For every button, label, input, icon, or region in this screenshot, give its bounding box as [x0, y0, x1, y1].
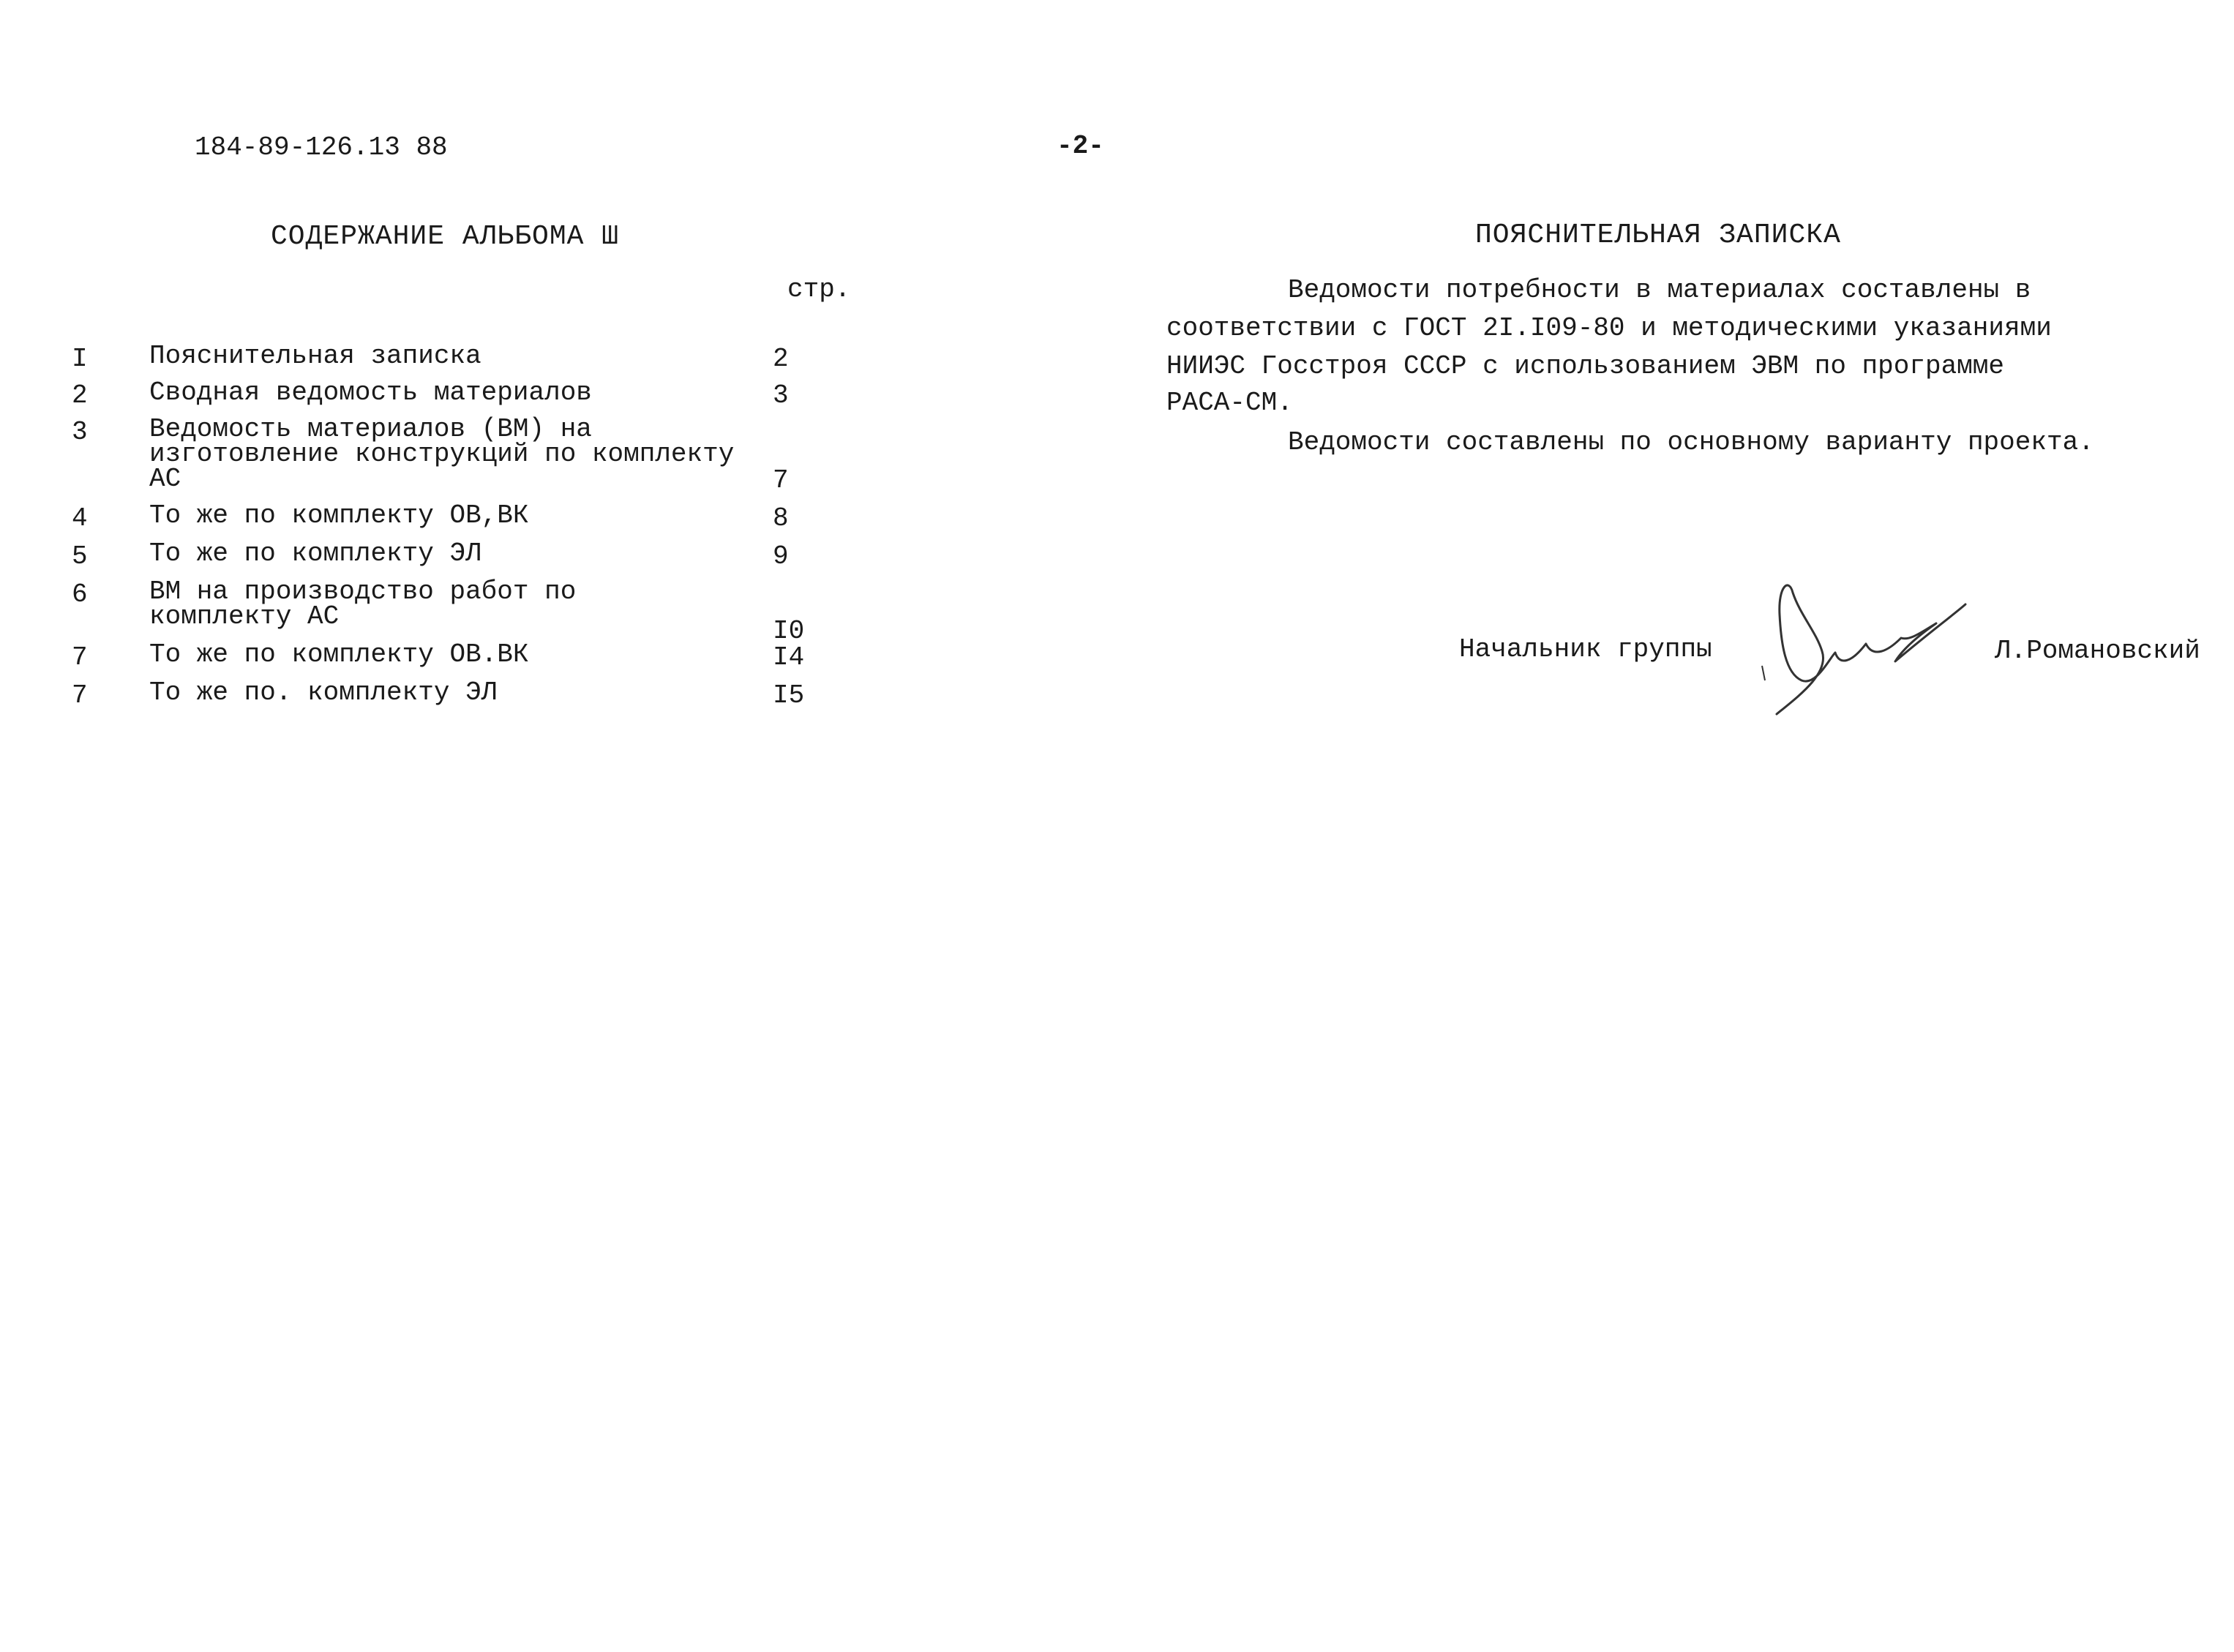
note-line: РАСА-СМ. [1166, 388, 1293, 418]
item-title: То же по комплекту ОВ,ВК [149, 500, 529, 530]
item-title: То же по комплекту ОВ.ВК [149, 639, 529, 669]
item-title: ВМ на производство работ по комплекту АС [149, 577, 577, 631]
note-line: Ведомости потребности в материалах составлены в [1288, 275, 2031, 305]
note-paragraph-2: Ведомости составлены по основному варианту проекта. [1288, 427, 2094, 457]
item-page: 7 [773, 465, 789, 495]
contents-title: СОДЕРЖАНИЕ АЛЬБОМА Ш [271, 221, 620, 252]
item-page: 3 [773, 380, 789, 410]
page-number: -2- [1057, 131, 1104, 161]
page-column-label: стр. [787, 274, 851, 304]
item-page: I5 [773, 680, 805, 710]
signatory-name: Л.Романовский [1995, 636, 2200, 666]
item-number: 4 [72, 503, 88, 533]
document-code: 184-89-126.13 88 [195, 132, 448, 162]
item-title: Сводная ведомость материалов [149, 378, 592, 408]
item-title: Ведомость материалов (ВМ) на изготовление конструкций по комплекту АС [149, 414, 735, 494]
item-page: 9 [773, 541, 789, 571]
item-number: 7 [72, 642, 88, 672]
item-number: 2 [72, 380, 88, 410]
signature-image [1749, 571, 1968, 717]
item-page: 2 [773, 344, 789, 374]
note-line: соответствии с ГОСТ 2I.I09-80 и методическими указаниями [1166, 313, 2052, 343]
item-number: I [72, 344, 88, 374]
item-page: I4 [773, 642, 805, 672]
item-title: То же по. комплекту ЭЛ [149, 677, 498, 707]
item-page: I0 [773, 616, 805, 646]
item-title: Пояснительная записка [149, 341, 481, 371]
item-number: 6 [72, 579, 88, 609]
note-line: НИИЭС Госстроя СССР с использованием ЭВМ по программе [1166, 351, 2004, 381]
item-page: 8 [773, 503, 789, 533]
signatory-role: Начальник группы [1459, 634, 1712, 664]
item-number: 5 [72, 541, 88, 571]
item-number: 3 [72, 417, 88, 447]
note-title: ПОЯСНИТЕЛЬНАЯ ЗАПИСКА [1475, 219, 1841, 251]
item-title: То же по комплекту ЭЛ [149, 538, 481, 568]
item-number: 7 [72, 680, 88, 710]
